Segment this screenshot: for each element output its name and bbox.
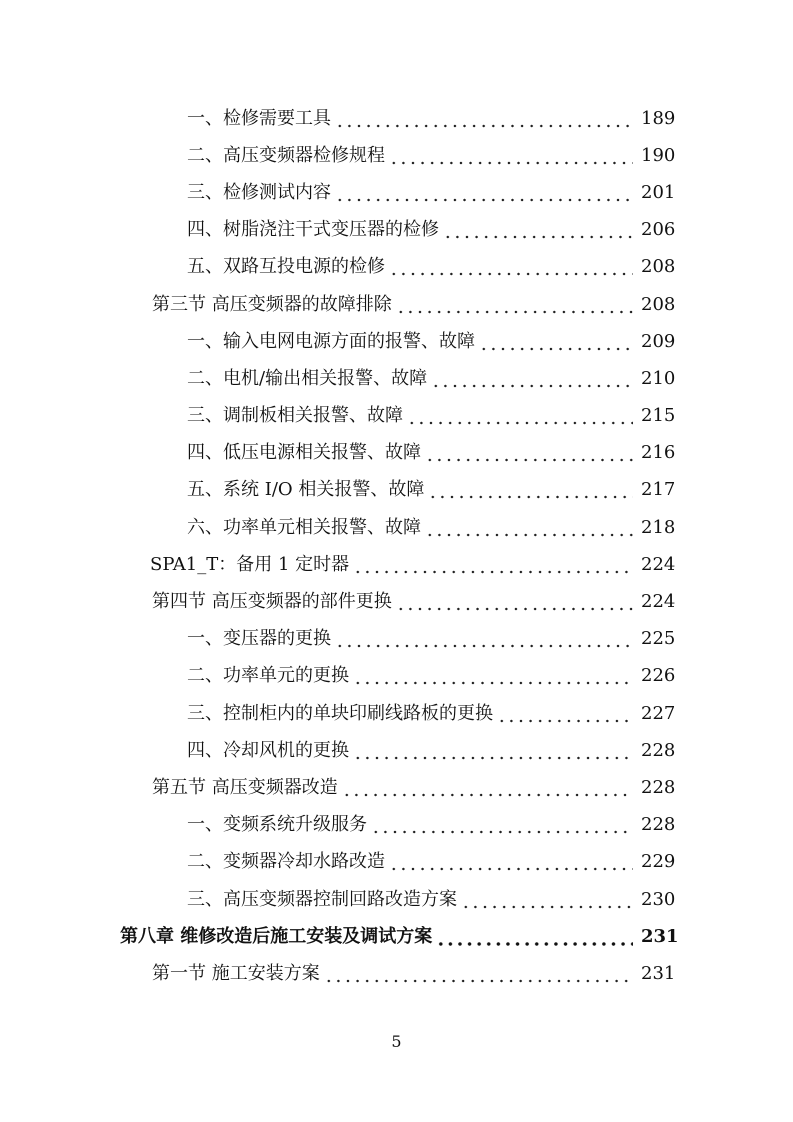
toc-entry-page: 201 bbox=[641, 181, 676, 203]
dot-leader bbox=[396, 296, 633, 314]
toc-entry-title: 一、输入电网电源方面的报警、故障 bbox=[187, 330, 475, 352]
toc-entry[interactable] bbox=[0, 360, 793, 397]
dot-leader bbox=[479, 333, 633, 351]
toc-entry-title: 三、控制柜内的单块印刷线路板的更换 bbox=[187, 702, 493, 724]
dot-leader bbox=[389, 147, 633, 165]
toc-entry[interactable] bbox=[0, 546, 793, 583]
toc-entry-title: 二、电机/输出相关报警、故障 bbox=[187, 367, 428, 389]
dot-leader bbox=[425, 444, 633, 462]
dot-leader bbox=[371, 816, 633, 834]
toc-entry-page: 225 bbox=[641, 628, 676, 650]
toc-entry[interactable] bbox=[0, 174, 793, 211]
toc-entry-page: 230 bbox=[641, 888, 676, 910]
toc-entry-title: 三、高压变频器控制回路改造方案 bbox=[187, 888, 457, 910]
toc-entry[interactable] bbox=[0, 509, 793, 546]
dot-leader bbox=[342, 779, 633, 797]
toc-entry-title: 二、变频器冷却水路改造 bbox=[187, 851, 385, 873]
toc-entry-title: 四、低压电源相关报警、故障 bbox=[187, 442, 421, 464]
toc-entry[interactable] bbox=[0, 435, 793, 472]
toc-entry-page: 226 bbox=[641, 665, 676, 687]
dot-leader bbox=[389, 258, 633, 276]
dot-leader bbox=[353, 556, 633, 574]
toc-entry[interactable] bbox=[0, 844, 793, 881]
dot-leader bbox=[436, 928, 633, 946]
toc-entry-title: 四、冷却风机的更换 bbox=[187, 739, 349, 761]
toc-entry-page: 231 bbox=[641, 925, 679, 947]
toc-entry-page: 228 bbox=[641, 776, 676, 798]
dot-leader bbox=[497, 705, 633, 723]
toc-section-entry[interactable] bbox=[0, 286, 793, 323]
toc-entry[interactable] bbox=[0, 472, 793, 509]
dot-leader bbox=[443, 221, 633, 239]
toc-entry-page: 228 bbox=[641, 814, 676, 836]
toc-entry-title: 六、功率单元相关报警、故障 bbox=[187, 516, 421, 538]
toc-entry-title: SPA1_T：备用 1 定时器 bbox=[150, 553, 350, 575]
page-number: 5 bbox=[391, 1032, 402, 1051]
toc-entry-title: 二、高压变频器检修规程 bbox=[187, 144, 385, 166]
toc-entry[interactable] bbox=[0, 100, 793, 137]
dot-leader bbox=[324, 965, 633, 983]
toc-entry-title: 三、检修测试内容 bbox=[187, 181, 331, 203]
toc-entry-page: 208 bbox=[641, 293, 676, 315]
toc-entry-title: 一、变压器的更换 bbox=[187, 628, 331, 650]
toc-entry-page: 224 bbox=[641, 553, 676, 575]
dot-leader bbox=[353, 667, 633, 685]
toc-entry-page: 208 bbox=[641, 256, 676, 278]
toc-entry-title: 第八章 维修改造后施工安装及调试方案 bbox=[120, 925, 433, 947]
toc-entry[interactable] bbox=[0, 881, 793, 918]
dot-leader bbox=[425, 519, 633, 537]
dot-leader bbox=[335, 184, 633, 202]
toc-entry-page: 190 bbox=[641, 144, 676, 166]
dot-leader bbox=[431, 370, 633, 388]
dot-leader bbox=[353, 742, 633, 760]
toc-entry-title: 第一节 施工安装方案 bbox=[152, 962, 320, 984]
toc-entry[interactable] bbox=[0, 323, 793, 360]
toc-entry[interactable] bbox=[0, 212, 793, 249]
toc-entry[interactable] bbox=[0, 658, 793, 695]
toc-entry-page: 228 bbox=[641, 739, 676, 761]
toc-entry-title: 四、树脂浇注干式变压器的检修 bbox=[187, 219, 439, 241]
toc-entry-title: 二、功率单元的更换 bbox=[187, 665, 349, 687]
toc-entry-page: 231 bbox=[641, 962, 676, 984]
toc-section-entry[interactable] bbox=[0, 583, 793, 620]
toc-entry[interactable] bbox=[0, 398, 793, 435]
dot-leader bbox=[428, 481, 633, 499]
toc-entry-title: 五、双路互投电源的检修 bbox=[187, 256, 385, 278]
toc-entry-page: 216 bbox=[641, 442, 676, 464]
dot-leader bbox=[335, 630, 633, 648]
toc-entry-title: 五、系统 I/O 相关报警、故障 bbox=[187, 479, 425, 501]
toc-entry-page: 189 bbox=[641, 107, 676, 129]
toc-section-entry[interactable] bbox=[0, 769, 793, 806]
toc-entry-title: 一、变频系统升级服务 bbox=[187, 814, 367, 836]
toc-entry-title: 第三节 高压变频器的故障排除 bbox=[152, 293, 392, 315]
dot-leader bbox=[389, 853, 633, 871]
table-of-contents bbox=[0, 100, 793, 993]
toc-entry[interactable] bbox=[0, 732, 793, 769]
toc-entry-title: 第五节 高压变频器改造 bbox=[152, 776, 338, 798]
toc-entry-page: 210 bbox=[641, 367, 676, 389]
toc-entry[interactable] bbox=[0, 249, 793, 286]
dot-leader bbox=[335, 110, 633, 128]
toc-chapter-entry[interactable] bbox=[0, 918, 793, 955]
toc-entry-title: 第四节 高压变频器的部件更换 bbox=[152, 591, 392, 613]
dot-leader bbox=[461, 891, 633, 909]
toc-entry-title: 三、调制板相关报警、故障 bbox=[187, 405, 403, 427]
toc-section-entry[interactable] bbox=[0, 955, 793, 992]
toc-entry-page: 215 bbox=[641, 405, 676, 427]
toc-entry[interactable] bbox=[0, 621, 793, 658]
toc-entry-page: 209 bbox=[641, 330, 676, 352]
dot-leader bbox=[407, 407, 633, 425]
toc-entry-page: 224 bbox=[641, 591, 676, 613]
toc-entry-page: 227 bbox=[641, 702, 676, 724]
toc-entry[interactable] bbox=[0, 695, 793, 732]
toc-entry-page: 217 bbox=[641, 479, 676, 501]
toc-entry-title: 一、检修需要工具 bbox=[187, 107, 331, 129]
toc-entry[interactable] bbox=[0, 137, 793, 174]
dot-leader bbox=[396, 593, 633, 611]
toc-entry-page: 206 bbox=[641, 219, 676, 241]
toc-entry-page: 229 bbox=[641, 851, 676, 873]
toc-entry-page: 218 bbox=[641, 516, 676, 538]
toc-entry[interactable] bbox=[0, 807, 793, 844]
